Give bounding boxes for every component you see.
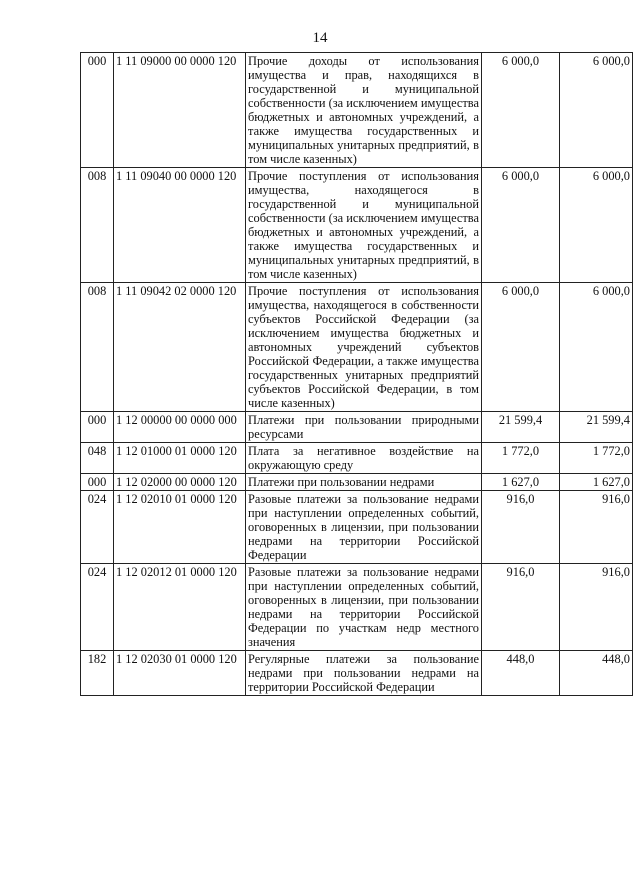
budget-code-cell: 1 11 09042 02 0000 120: [114, 283, 246, 412]
table-row: [81, 651, 633, 696]
amount-cell-2: 6 000,0: [560, 53, 633, 168]
budget-code-cell: 1 11 09040 00 0000 120: [114, 168, 246, 283]
admin-code-cell: 024: [81, 564, 114, 651]
revenue-name-cell: Прочие поступления от использования имущества, находящегося в собственности субъектов Российской Федерации (за исключением имущества бюджетных и автономных учреждений субъектов Российской Федерации, а также имущества государственных унитарных предприятий субъектов Российской Федерации, в том числе казенных): [246, 283, 482, 412]
amount-cell-1: 916,0: [482, 564, 560, 651]
revenue-name-cell: Регулярные платежи за пользование недрами при пользовании недрами на территории Российской Федерации: [246, 651, 482, 696]
amount-cell-2: 916,0: [560, 491, 633, 564]
revenue-name-cell: Платежи при пользовании природными ресурсами: [246, 412, 482, 443]
amount-cell-1: 6 000,0: [482, 53, 560, 168]
table-row: [81, 168, 633, 283]
amount-cell-1: 916,0: [482, 491, 560, 564]
amount-cell-2: 6 000,0: [560, 168, 633, 283]
amount-cell-1: 1 627,0: [482, 474, 560, 491]
budget-code-cell: 1 12 00000 00 0000 000: [114, 412, 246, 443]
page-number: 14: [312, 30, 328, 46]
budget-code-cell: 1 12 02010 01 0000 120: [114, 491, 246, 564]
revenue-name-cell: Прочие доходы от использования имущества и прав, находящихся в государственной и муниципальной собственности (за исключением имущества бюджетных и автономных учреждений, а также имущества государственных и муниципальных унитарных предприятий, в том числе казенных): [246, 53, 482, 168]
amount-cell-1: 6 000,0: [482, 283, 560, 412]
amount-cell-1: 448,0: [482, 651, 560, 696]
amount-cell-2: 21 599,4: [560, 412, 633, 443]
revenue-name-cell: Прочие поступления от использования имущества, находящегося в государственной и муниципальной собственности (за исключением имущества бюджетных и автономных учреждений, а также имущества государственных и муниципальных унитарных предприятий, в том числе казенных): [246, 168, 482, 283]
amount-cell-1: 1 772,0: [482, 443, 560, 474]
budget-code-cell: 1 11 09000 00 0000 120: [114, 53, 246, 168]
admin-code-cell: 008: [81, 168, 114, 283]
table-row: [81, 491, 633, 564]
admin-code-cell: 048: [81, 443, 114, 474]
table-row: [81, 53, 633, 168]
revenue-name-cell: Платежи при пользовании недрами: [246, 474, 482, 491]
table-row: [81, 412, 633, 443]
budget-code-cell: 1 12 01000 01 0000 120: [114, 443, 246, 474]
amount-cell-1: 21 599,4: [482, 412, 560, 443]
admin-code-cell: 024: [81, 491, 114, 564]
revenue-name-cell: Разовые платежи за пользование недрами при наступлении определенных событий, оговоренных в лицензии, при пользовании недрами на территории Российской Федерации по участкам недр местного значения: [246, 564, 482, 651]
amount-cell-2: 1 772,0: [560, 443, 633, 474]
admin-code-cell: 182: [81, 651, 114, 696]
admin-code-cell: 000: [81, 474, 114, 491]
table-row: [81, 443, 633, 474]
table-row: [81, 564, 633, 651]
revenue-name-cell: Разовые платежи за пользование недрами при наступлении определенных событий, оговоренных в лицензии, при пользовании недрами на территории Российской Федерации: [246, 491, 482, 564]
admin-code-cell: 008: [81, 283, 114, 412]
amount-cell-2: 916,0: [560, 564, 633, 651]
table-row: [81, 474, 633, 491]
revenue-name-cell: Плата за негативное воздействие на окружающую среду: [246, 443, 482, 474]
budget-code-cell: 1 12 02012 01 0000 120: [114, 564, 246, 651]
table-row: [81, 283, 633, 412]
admin-code-cell: 000: [81, 412, 114, 443]
amount-cell-2: 6 000,0: [560, 283, 633, 412]
admin-code-cell: 000: [81, 53, 114, 168]
amount-cell-2: 1 627,0: [560, 474, 633, 491]
amount-cell-1: 6 000,0: [482, 168, 560, 283]
budget-code-cell: 1 12 02000 00 0000 120: [114, 474, 246, 491]
amount-cell-2: 448,0: [560, 651, 633, 696]
budget-code-cell: 1 12 02030 01 0000 120: [114, 651, 246, 696]
revenue-table: [80, 52, 633, 696]
